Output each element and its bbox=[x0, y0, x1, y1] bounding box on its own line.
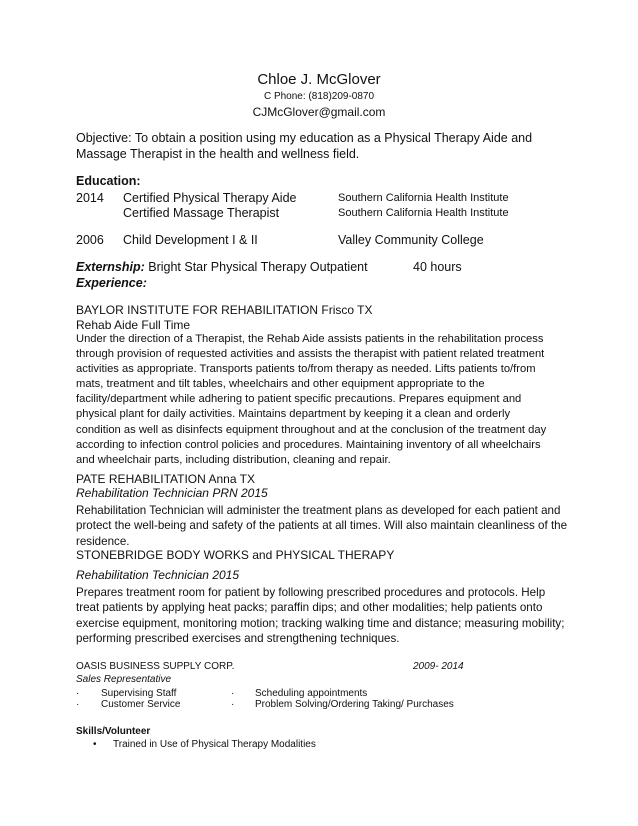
phone-number: C Phone: (818)209-0870 bbox=[263, 91, 375, 102]
job-employer: OASIS BUSINESS SUPPLY CORP. bbox=[76, 661, 235, 672]
description-line: physical plant for daily activities. Maintains department by keeping it a clean and orderly bbox=[76, 408, 511, 421]
education-school: Southern California Health Institute bbox=[338, 192, 509, 204]
job-dates: 2009- 2014 bbox=[413, 661, 464, 672]
job-description bbox=[76, 585, 565, 646]
job-description bbox=[76, 332, 556, 468]
skill-item: Trained in Use of Physical Therapy Modalities bbox=[113, 739, 316, 750]
education-program: Certified Massage Therapist bbox=[123, 206, 280, 220]
candidate-name: Chloe J. McGlover bbox=[257, 71, 381, 88]
description-line: according to infection control policies and procedures. Maintaining inventory of all wheelchairs bbox=[76, 438, 541, 451]
education-program: Certified Physical Therapy Aide bbox=[123, 191, 297, 205]
job-title: Rehab Aide Full Time bbox=[76, 318, 191, 332]
externship-label: Externship: bbox=[76, 260, 145, 274]
description-line: residence. bbox=[76, 534, 130, 548]
job-employer: STONEBRIDGE BODY WORKS and PHYSICAL THERAPY bbox=[76, 548, 395, 562]
job-description bbox=[76, 503, 568, 549]
bullet: · bbox=[231, 688, 235, 699]
externship-line bbox=[76, 260, 368, 274]
description-line: condition as well as disinfects equipment throughout and at the conclusion of the treatment day bbox=[76, 423, 547, 436]
externship-hours: 40 hours bbox=[413, 260, 462, 274]
duty-item: Supervising Staff bbox=[101, 688, 177, 699]
description-line: facility/department while adhering to patient specific precautions. Prepares equipment and bbox=[76, 393, 522, 406]
objective-line-2: Massage Therapist in the health and wellness field. bbox=[76, 147, 360, 161]
job-title: Sales Representative bbox=[76, 674, 172, 685]
description-line: performing prescribed exercises and strengthening techniques. bbox=[76, 631, 400, 645]
education-year: 2006 bbox=[76, 233, 104, 247]
job-title: Rehabilitation Technician PRN 2015 bbox=[76, 486, 268, 500]
description-line: Rehabilitation Technician will administer the treatment plans as developed for each patient and bbox=[76, 504, 561, 517]
objective-line-1: Objective: To obtain a position using my education as a Physical Therapy Aide and bbox=[76, 131, 533, 145]
description-line: exercise equipment, monitoring motion; tracking walking time and distance; measuring mobility; bbox=[76, 616, 565, 630]
description-line: mats, treatment and tilt tables, wheelchairs and other equipment appropriate to the bbox=[76, 378, 485, 391]
bullet: · bbox=[76, 688, 80, 699]
description-line: protect the well-being and safety of the patients at all times. Will also maintain cleanliness of the bbox=[76, 519, 568, 533]
bullet: · bbox=[231, 699, 235, 710]
education-school: Valley Community College bbox=[338, 233, 484, 247]
job-employer: BAYLOR INSTITUTE FOR REHABILITATION Frisco TX bbox=[76, 303, 373, 317]
description-line: through provision of requested activities and assists the therapist with patient related treatment bbox=[76, 348, 545, 361]
job-employer: PATE REHABILITATION Anna TX bbox=[76, 472, 255, 486]
externship-text: Bright Star Physical Therapy Outpatient bbox=[148, 260, 368, 274]
job-title: Rehabilitation Technician 2015 bbox=[76, 568, 240, 582]
education-year: 2014 bbox=[76, 191, 104, 205]
education-heading: Education: bbox=[76, 174, 141, 188]
description-line: Under the direction of a Therapist, the Rehab Aide assists patients in the rehabilitation process bbox=[76, 333, 544, 345]
bullet: • bbox=[93, 739, 97, 750]
education-school: Southern California Health Institute bbox=[338, 207, 509, 219]
description-line: Prepares treatment room for patient by following prescribed procedures and protocols. Help bbox=[76, 586, 546, 599]
education-program: Child Development I & II bbox=[123, 233, 258, 247]
bullet: · bbox=[76, 699, 80, 710]
duty-item: Problem Solving/Ordering Taking/ Purchases bbox=[255, 699, 454, 710]
description-line: and wheelchair parts, including distribution, cleaning and repair. bbox=[76, 453, 391, 466]
duty-item: Scheduling appointments bbox=[255, 688, 368, 699]
experience-heading: Experience: bbox=[76, 276, 147, 290]
description-line: treat patients by applying heat packs; paraffin dips; and other modalities; help patients onto bbox=[76, 601, 543, 615]
skills-heading: Skills/Volunteer bbox=[76, 726, 151, 737]
duty-item: Customer Service bbox=[101, 699, 181, 710]
email-address: CJMcGlover@gmail.com bbox=[252, 105, 386, 119]
description-line: activities as appropriate. Transports patients to/from therapy as needed. Lifts patients to/from bbox=[76, 363, 536, 376]
